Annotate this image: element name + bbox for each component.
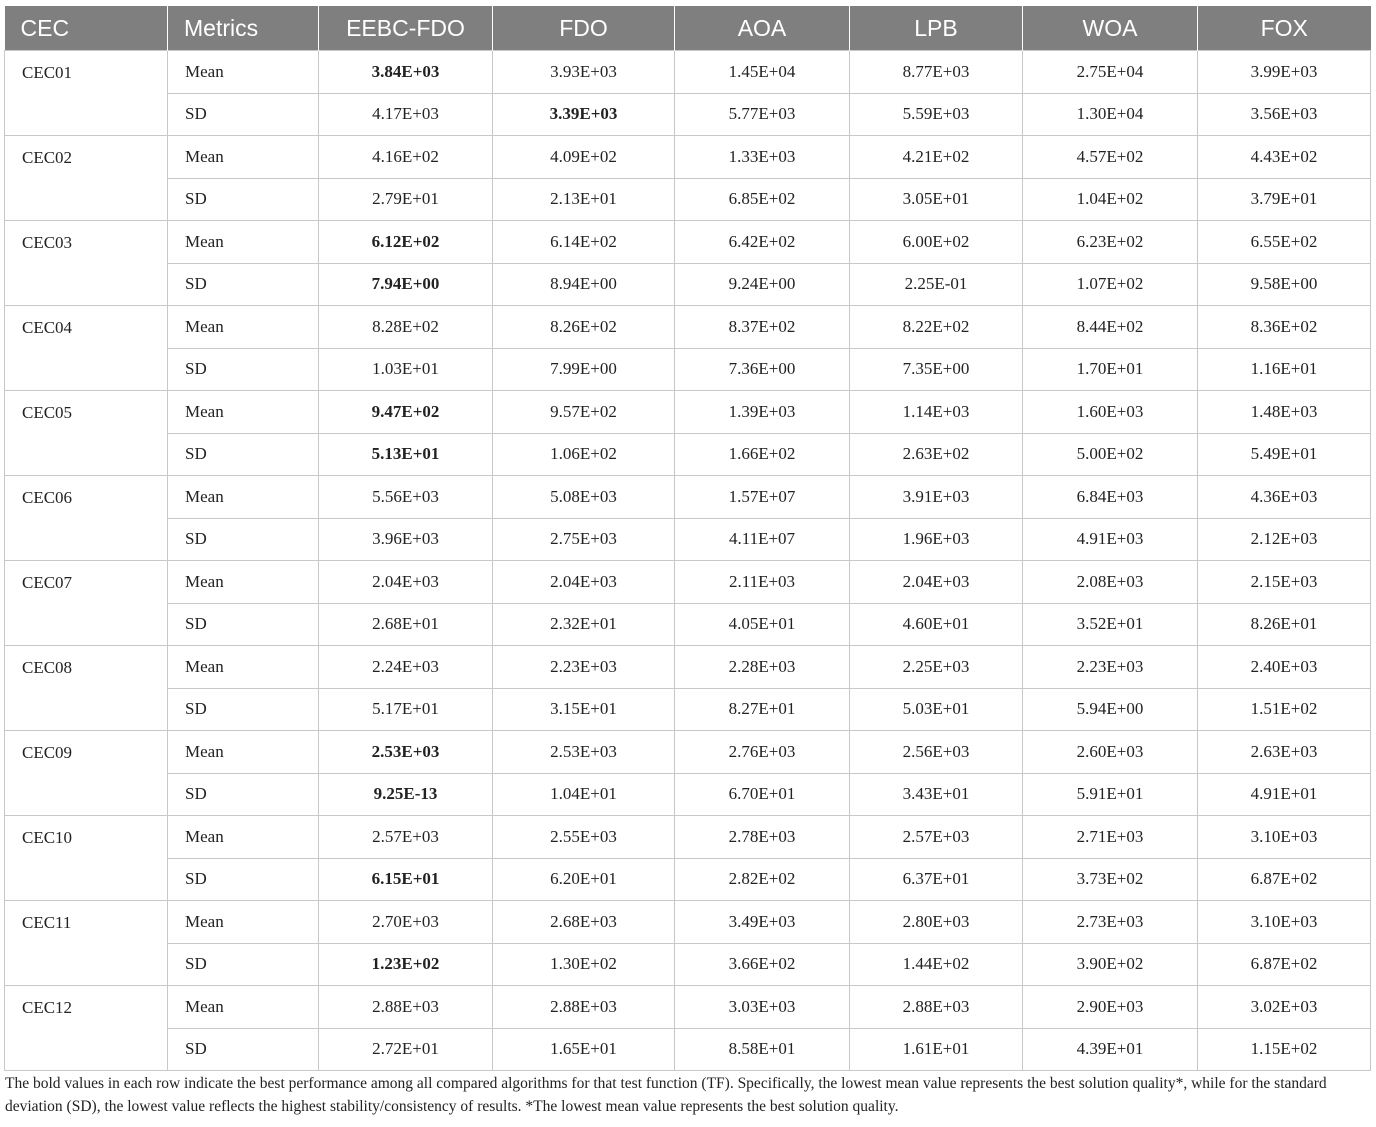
value-cell: 8.22E+02 xyxy=(850,306,1023,349)
value-cell: 2.57E+03 xyxy=(319,816,493,859)
value-cell: 2.88E+03 xyxy=(319,986,493,1029)
table-row xyxy=(5,561,1371,604)
value-cell: 8.94E+00 xyxy=(493,263,675,306)
value-cell: 3.05E+01 xyxy=(850,178,1023,221)
metric-cell: Mean xyxy=(168,136,319,179)
value-cell: 5.49E+01 xyxy=(1198,433,1371,476)
cec-label-cell: CEC04 xyxy=(5,306,168,391)
header-cec: CEC xyxy=(5,6,168,51)
metric-cell: SD xyxy=(168,603,319,646)
cec-label-cell: CEC12 xyxy=(5,986,168,1071)
table-row xyxy=(5,816,1371,859)
table-row xyxy=(5,306,1371,349)
value-cell: 8.36E+02 xyxy=(1198,306,1371,349)
value-cell: 6.85E+02 xyxy=(675,178,850,221)
cec-label-cell: CEC06 xyxy=(5,476,168,561)
value-cell: 3.96E+03 xyxy=(319,518,493,561)
value-cell: 8.27E+01 xyxy=(675,688,850,731)
value-cell: 2.88E+03 xyxy=(493,986,675,1029)
cec-label-cell: CEC03 xyxy=(5,221,168,306)
value-cell: 9.24E+00 xyxy=(675,263,850,306)
value-cell: 5.59E+03 xyxy=(850,93,1023,136)
value-cell: 1.57E+07 xyxy=(675,476,850,519)
value-cell: 1.65E+01 xyxy=(493,1028,675,1071)
value-cell: 5.91E+01 xyxy=(1023,773,1198,816)
value-cell: 2.53E+03 xyxy=(319,731,493,774)
value-cell: 8.58E+01 xyxy=(675,1028,850,1071)
value-cell: 5.17E+01 xyxy=(319,688,493,731)
value-cell: 6.20E+01 xyxy=(493,858,675,901)
value-cell: 2.79E+01 xyxy=(319,178,493,221)
value-cell: 2.32E+01 xyxy=(493,603,675,646)
value-cell: 8.44E+02 xyxy=(1023,306,1198,349)
value-cell: 2.28E+03 xyxy=(675,646,850,689)
table-row xyxy=(5,93,1371,136)
value-cell: 1.33E+03 xyxy=(675,136,850,179)
value-cell: 2.68E+01 xyxy=(319,603,493,646)
metric-cell: SD xyxy=(168,433,319,476)
value-cell: 2.24E+03 xyxy=(319,646,493,689)
value-cell: 4.57E+02 xyxy=(1023,136,1198,179)
value-cell: 1.23E+02 xyxy=(319,943,493,986)
value-cell: 4.91E+03 xyxy=(1023,518,1198,561)
value-cell: 1.39E+03 xyxy=(675,391,850,434)
table-footnote: The bold values in each row indicate the best performance among all compared algorithms for that test function (TF). Specifically, the lowest mean value represents the best solution quality*, while for the standard deviation (SD), the lowest value reflects the highest stability/consistency of results. *The lowest mean value represents the best solution quality. xyxy=(5,1075,1327,1115)
cec-label-cell: CEC11 xyxy=(5,901,168,986)
value-cell: 6.87E+02 xyxy=(1198,943,1371,986)
metric-cell: Mean xyxy=(168,731,319,774)
value-cell: 2.23E+03 xyxy=(1023,646,1198,689)
value-cell: 2.75E+03 xyxy=(493,518,675,561)
value-cell: 9.47E+02 xyxy=(319,391,493,434)
table-row xyxy=(5,731,1371,774)
table-row xyxy=(5,348,1371,391)
value-cell: 1.96E+03 xyxy=(850,518,1023,561)
metric-cell: Mean xyxy=(168,986,319,1029)
metric-cell: SD xyxy=(168,263,319,306)
table-row xyxy=(5,858,1371,901)
table-row xyxy=(5,51,1371,94)
value-cell: 3.02E+03 xyxy=(1198,986,1371,1029)
value-cell: 6.87E+02 xyxy=(1198,858,1371,901)
value-cell: 9.58E+00 xyxy=(1198,263,1371,306)
value-cell: 2.53E+03 xyxy=(493,731,675,774)
value-cell: 2.75E+04 xyxy=(1023,51,1198,94)
metric-cell: SD xyxy=(168,858,319,901)
value-cell: 5.13E+01 xyxy=(319,433,493,476)
metric-cell: Mean xyxy=(168,476,319,519)
value-cell: 6.00E+02 xyxy=(850,221,1023,264)
table-row xyxy=(5,646,1371,689)
value-cell: 3.93E+03 xyxy=(493,51,675,94)
value-cell: 4.43E+02 xyxy=(1198,136,1371,179)
value-cell: 2.73E+03 xyxy=(1023,901,1198,944)
value-cell: 2.70E+03 xyxy=(319,901,493,944)
table-row xyxy=(5,391,1371,434)
value-cell: 3.49E+03 xyxy=(675,901,850,944)
value-cell: 3.66E+02 xyxy=(675,943,850,986)
value-cell: 2.04E+03 xyxy=(850,561,1023,604)
value-cell: 6.37E+01 xyxy=(850,858,1023,901)
cec-label-cell: CEC08 xyxy=(5,646,168,731)
metric-cell: Mean xyxy=(168,816,319,859)
value-cell: 2.78E+03 xyxy=(675,816,850,859)
metric-cell: SD xyxy=(168,178,319,221)
value-cell: 1.04E+02 xyxy=(1023,178,1198,221)
cec-label-cell: CEC07 xyxy=(5,561,168,646)
value-cell: 9.57E+02 xyxy=(493,391,675,434)
value-cell: 3.90E+02 xyxy=(1023,943,1198,986)
value-cell: 3.99E+03 xyxy=(1198,51,1371,94)
value-cell: 2.25E+03 xyxy=(850,646,1023,689)
value-cell: 2.08E+03 xyxy=(1023,561,1198,604)
table-row xyxy=(5,901,1371,944)
cec-label-cell: CEC09 xyxy=(5,731,168,816)
value-cell: 3.43E+01 xyxy=(850,773,1023,816)
value-cell: 3.73E+02 xyxy=(1023,858,1198,901)
value-cell: 6.12E+02 xyxy=(319,221,493,264)
value-cell: 9.25E-13 xyxy=(319,773,493,816)
value-cell: 8.77E+03 xyxy=(850,51,1023,94)
value-cell: 1.16E+01 xyxy=(1198,348,1371,391)
value-cell: 2.15E+03 xyxy=(1198,561,1371,604)
value-cell: 5.03E+01 xyxy=(850,688,1023,731)
cec-label-cell: CEC02 xyxy=(5,136,168,221)
results-table-container xyxy=(4,6,1370,1071)
header-fox: FOX xyxy=(1198,6,1371,51)
metric-cell: Mean xyxy=(168,51,319,94)
metric-cell: Mean xyxy=(168,561,319,604)
value-cell: 3.10E+03 xyxy=(1198,901,1371,944)
value-cell: 2.04E+03 xyxy=(319,561,493,604)
header-eebc-fdo: EEBC-FDO xyxy=(319,6,493,51)
value-cell: 1.30E+02 xyxy=(493,943,675,986)
value-cell: 1.15E+02 xyxy=(1198,1028,1371,1071)
cec-label-cell: CEC01 xyxy=(5,51,168,136)
table-row xyxy=(5,688,1371,731)
value-cell: 8.26E+02 xyxy=(493,306,675,349)
value-cell: 2.88E+03 xyxy=(850,986,1023,1029)
table-row xyxy=(5,943,1371,986)
value-cell: 2.76E+03 xyxy=(675,731,850,774)
metric-cell: SD xyxy=(168,348,319,391)
metric-cell: SD xyxy=(168,1028,319,1071)
value-cell: 5.08E+03 xyxy=(493,476,675,519)
value-cell: 1.45E+04 xyxy=(675,51,850,94)
value-cell: 8.37E+02 xyxy=(675,306,850,349)
value-cell: 6.42E+02 xyxy=(675,221,850,264)
value-cell: 2.13E+01 xyxy=(493,178,675,221)
value-cell: 1.04E+01 xyxy=(493,773,675,816)
value-cell: 2.40E+03 xyxy=(1198,646,1371,689)
table-row xyxy=(5,476,1371,519)
table-row xyxy=(5,518,1371,561)
value-cell: 1.14E+03 xyxy=(850,391,1023,434)
cec-label-cell: CEC05 xyxy=(5,391,168,476)
value-cell: 2.72E+01 xyxy=(319,1028,493,1071)
value-cell: 3.10E+03 xyxy=(1198,816,1371,859)
value-cell: 2.60E+03 xyxy=(1023,731,1198,774)
value-cell: 3.56E+03 xyxy=(1198,93,1371,136)
value-cell: 7.94E+00 xyxy=(319,263,493,306)
value-cell: 7.99E+00 xyxy=(493,348,675,391)
value-cell: 3.79E+01 xyxy=(1198,178,1371,221)
value-cell: 1.03E+01 xyxy=(319,348,493,391)
value-cell: 2.23E+03 xyxy=(493,646,675,689)
table-row xyxy=(5,136,1371,179)
value-cell: 1.66E+02 xyxy=(675,433,850,476)
value-cell: 7.35E+00 xyxy=(850,348,1023,391)
results-table xyxy=(4,6,1371,1071)
value-cell: 3.15E+01 xyxy=(493,688,675,731)
metric-cell: Mean xyxy=(168,646,319,689)
value-cell: 4.36E+03 xyxy=(1198,476,1371,519)
value-cell: 2.11E+03 xyxy=(675,561,850,604)
value-cell: 4.16E+02 xyxy=(319,136,493,179)
metric-cell: SD xyxy=(168,93,319,136)
value-cell: 6.14E+02 xyxy=(493,221,675,264)
header-metrics: Metrics xyxy=(168,6,319,51)
value-cell: 2.68E+03 xyxy=(493,901,675,944)
table-row xyxy=(5,603,1371,646)
header-woa: WOA xyxy=(1023,6,1198,51)
value-cell: 2.57E+03 xyxy=(850,816,1023,859)
value-cell: 6.55E+02 xyxy=(1198,221,1371,264)
value-cell: 2.82E+02 xyxy=(675,858,850,901)
metric-cell: Mean xyxy=(168,901,319,944)
value-cell: 5.00E+02 xyxy=(1023,433,1198,476)
value-cell: 1.44E+02 xyxy=(850,943,1023,986)
metric-cell: Mean xyxy=(168,306,319,349)
value-cell: 5.94E+00 xyxy=(1023,688,1198,731)
header-lpb: LPB xyxy=(850,6,1023,51)
metric-cell: SD xyxy=(168,773,319,816)
value-cell: 2.25E-01 xyxy=(850,263,1023,306)
value-cell: 8.26E+01 xyxy=(1198,603,1371,646)
table-row xyxy=(5,433,1371,476)
value-cell: 1.48E+03 xyxy=(1198,391,1371,434)
value-cell: 2.71E+03 xyxy=(1023,816,1198,859)
table-row xyxy=(5,221,1371,264)
table-row xyxy=(5,178,1371,221)
metric-cell: SD xyxy=(168,688,319,731)
value-cell: 2.55E+03 xyxy=(493,816,675,859)
value-cell: 4.09E+02 xyxy=(493,136,675,179)
value-cell: 4.60E+01 xyxy=(850,603,1023,646)
value-cell: 6.23E+02 xyxy=(1023,221,1198,264)
value-cell: 1.30E+04 xyxy=(1023,93,1198,136)
value-cell: 3.39E+03 xyxy=(493,93,675,136)
value-cell: 2.12E+03 xyxy=(1198,518,1371,561)
metric-cell: SD xyxy=(168,518,319,561)
value-cell: 1.07E+02 xyxy=(1023,263,1198,306)
table-body xyxy=(5,51,1371,1071)
value-cell: 2.56E+03 xyxy=(850,731,1023,774)
value-cell: 2.80E+03 xyxy=(850,901,1023,944)
header-fdo: FDO xyxy=(493,6,675,51)
value-cell: 2.90E+03 xyxy=(1023,986,1198,1029)
table-row xyxy=(5,773,1371,816)
cec-label-cell: CEC10 xyxy=(5,816,168,901)
value-cell: 4.17E+03 xyxy=(319,93,493,136)
value-cell: 6.70E+01 xyxy=(675,773,850,816)
value-cell: 1.61E+01 xyxy=(850,1028,1023,1071)
metric-cell: Mean xyxy=(168,391,319,434)
value-cell: 6.84E+03 xyxy=(1023,476,1198,519)
metric-cell: Mean xyxy=(168,221,319,264)
value-cell: 2.63E+03 xyxy=(1198,731,1371,774)
value-cell: 6.15E+01 xyxy=(319,858,493,901)
table-row xyxy=(5,1028,1371,1071)
table-row xyxy=(5,263,1371,306)
value-cell: 4.05E+01 xyxy=(675,603,850,646)
value-cell: 1.06E+02 xyxy=(493,433,675,476)
value-cell: 3.52E+01 xyxy=(1023,603,1198,646)
value-cell: 3.84E+03 xyxy=(319,51,493,94)
value-cell: 2.63E+02 xyxy=(850,433,1023,476)
value-cell: 8.28E+02 xyxy=(319,306,493,349)
value-cell: 4.91E+01 xyxy=(1198,773,1371,816)
table-row xyxy=(5,986,1371,1029)
value-cell: 3.03E+03 xyxy=(675,986,850,1029)
value-cell: 4.39E+01 xyxy=(1023,1028,1198,1071)
value-cell: 5.56E+03 xyxy=(319,476,493,519)
value-cell: 2.04E+03 xyxy=(493,561,675,604)
value-cell: 3.91E+03 xyxy=(850,476,1023,519)
header-aoa: AOA xyxy=(675,6,850,51)
metric-cell: SD xyxy=(168,943,319,986)
value-cell: 4.21E+02 xyxy=(850,136,1023,179)
value-cell: 4.11E+07 xyxy=(675,518,850,561)
table-header-row xyxy=(5,6,1371,51)
value-cell: 5.77E+03 xyxy=(675,93,850,136)
value-cell: 1.51E+02 xyxy=(1198,688,1371,731)
value-cell: 1.60E+03 xyxy=(1023,391,1198,434)
value-cell: 7.36E+00 xyxy=(675,348,850,391)
value-cell: 1.70E+01 xyxy=(1023,348,1198,391)
